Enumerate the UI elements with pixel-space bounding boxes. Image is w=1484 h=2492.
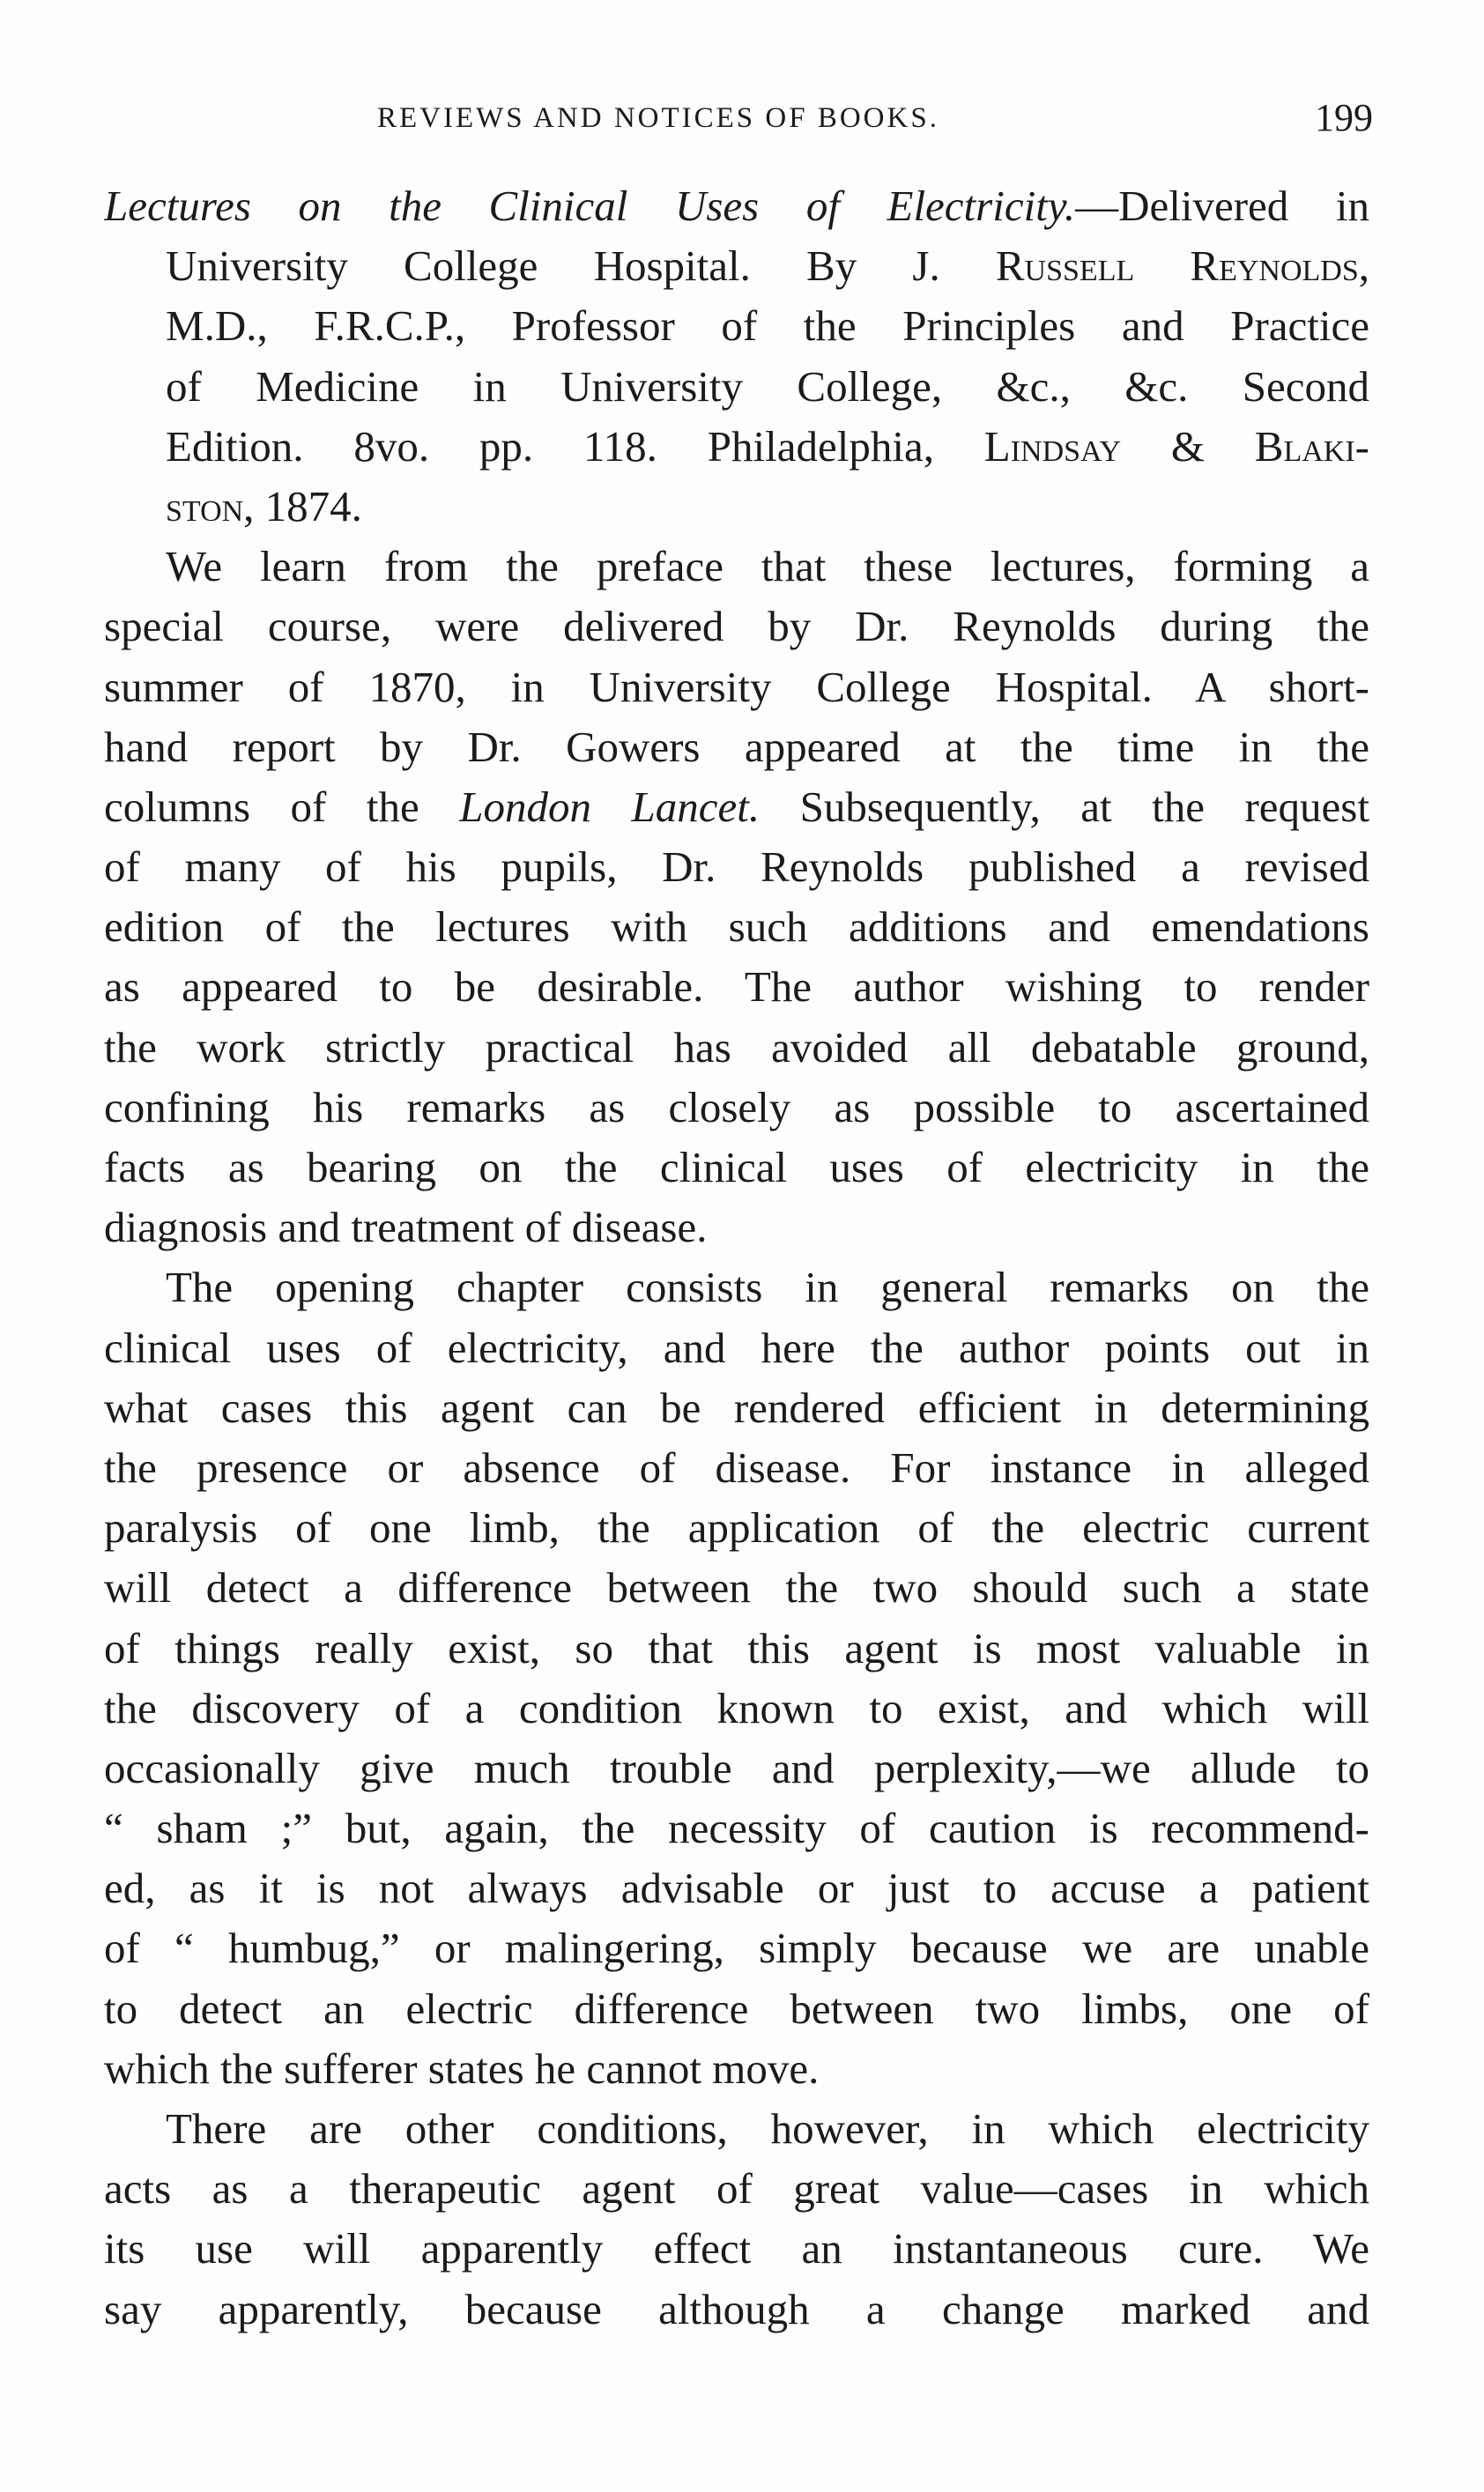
text-line: which the sufferer states he cannot move. [104, 2043, 820, 2093]
text-line: columns of the London Lancet. Subsequently, at the request [104, 782, 1369, 831]
text-line: of many of his pupils, Dr. Reynolds published a revised [104, 842, 1369, 892]
text-line: the work strictly practical has avoided all debatable ground, [104, 1022, 1369, 1072]
text-line: “ sham ;” but, again, the necessity of caution is recommend- [104, 1804, 1369, 1853]
text-line: occasionally give much trouble and perplexity,—we allude to [104, 1743, 1369, 1792]
paragraph-1 [104, 537, 1369, 1257]
text-line: clinical uses of electricity, and here the author points out in [104, 1323, 1369, 1372]
text-line: The opening chapter consists in general remarks on the [166, 1263, 1369, 1312]
text-line: special course, were delivered by Dr. Reynolds during the [104, 602, 1369, 651]
text-line: to detect an electric difference between two limbs, one of [104, 1984, 1369, 2033]
text-line: the presence or absence of disease. For instance in alleged [104, 1443, 1369, 1492]
text-line: will detect a difference between the two should such a state [104, 1563, 1369, 1613]
text-line: summer of 1870, in University College Hospital. A short- [104, 662, 1369, 711]
text-line: paralysis of one limb, the application of the electric current [104, 1503, 1369, 1553]
heading-line-6: ston, 1874. [166, 481, 362, 530]
text-line: edition of the lectures with such additions and emendations [104, 902, 1369, 952]
heading-line-1 [104, 176, 1369, 236]
text-line: ed, as it is not always advisable or just to accuse a patient [104, 1864, 1369, 1913]
text-line: say apparently, because although a change marked and [104, 2284, 1369, 2333]
heading-line-3: M.D., F.R.C.P., Professor of the Principles and Practice [166, 301, 1369, 351]
publication-year: 1874. [254, 481, 362, 530]
text-line: confining his remarks as closely as possible to ascertained [104, 1082, 1369, 1131]
text-line: as appeared to be desirable. The author wishing to render [104, 962, 1369, 1012]
text-line: the discovery of a condition known to exist, and which will [104, 1683, 1369, 1732]
text-line: We learn from the preface that these lectures, forming a [166, 542, 1369, 591]
text-line: of things really exist, so that this agent is most valuable in [104, 1623, 1369, 1672]
heading-line-5: Edition. 8vo. pp. 118. Philadelphia, Lindsay & Blaki- [166, 421, 1369, 471]
text-line: There are other conditions, however, in which electricity [166, 2104, 1369, 2153]
paragraph-3 [104, 2099, 1369, 2340]
heading-delivered: —Delivered in [1075, 182, 1369, 230]
text-line: what cases this agent can be rendered efficient in determining [104, 1383, 1369, 1432]
journal-title: London Lancet. [459, 782, 761, 831]
heading-line-4: of Medicine in University College, &c., &c. Second [166, 361, 1369, 411]
text-line: its use will apparently effect an instantaneous cure. We [104, 2224, 1369, 2273]
publisher-name: Lindsay & Blaki- [983, 421, 1369, 471]
text-line: of “ humbug,” or malingering, simply because we are unable [104, 1924, 1369, 1973]
heading-line-2: University College Hospital. By J. Russell Reynolds, [166, 241, 1369, 291]
text-line: hand report by Dr. Gowers appeared at the time in the [104, 722, 1369, 771]
book-title: Lectures on the Clinical Uses of Electricity. [104, 182, 1076, 230]
page-number: 199 [1315, 96, 1373, 139]
review-heading [104, 176, 1369, 537]
review-text [104, 176, 1369, 2340]
paragraph-2 [104, 1257, 1369, 2099]
running-header [104, 95, 1373, 148]
author-name: Russell Reynolds, [995, 241, 1369, 291]
text-line: diagnosis and treatment of disease. [104, 1203, 708, 1252]
text-line: acts as a therapeutic agent of great value—cases in which [104, 2164, 1369, 2214]
running-title: REVIEWS AND NOTICES OF BOOKS. [377, 102, 939, 134]
text-line: facts as bearing on the clinical uses of electricity in the [104, 1143, 1369, 1191]
